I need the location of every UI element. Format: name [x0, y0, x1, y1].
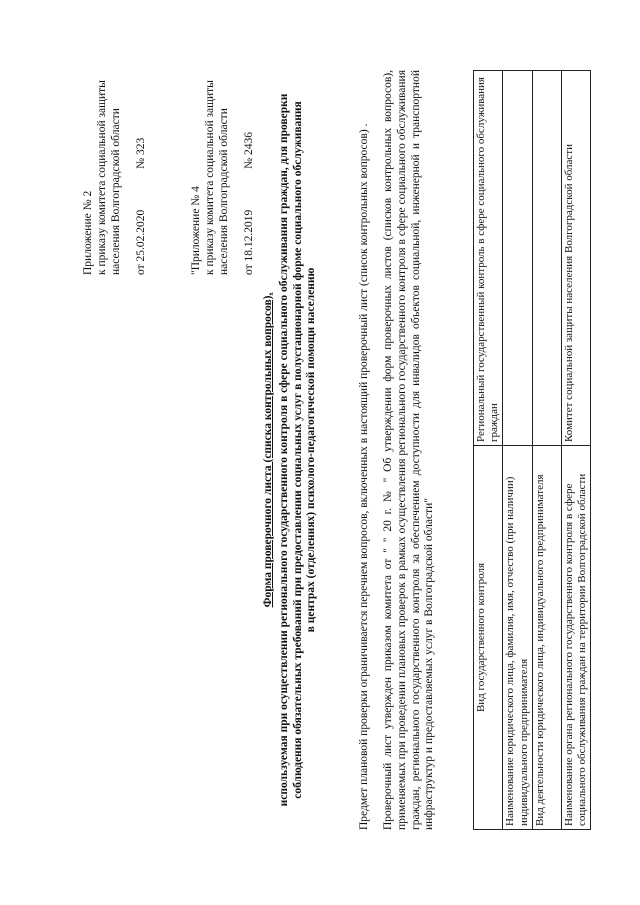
appendix-main-date-line — [135, 75, 149, 275]
form-title-line3: соблюдения обязательных требований при предоставлении социальных услуг в полустационарной форме социального обслуживания — [291, 101, 304, 799]
table-cell-label: Вид деятельности юридического лица, индивидуального предпринимателя — [532, 446, 561, 830]
table-cell-value: Региональный государственный контроль в сфере социального обслуживания граждан — [474, 71, 503, 446]
appendix-main-line2: к приказу комитета социальной защиты — [95, 80, 108, 275]
form-title-line1: Форма проверочного листа (списка контрольных вопросов), — [262, 292, 274, 608]
paragraph-approval: Проверочный лист утвержден приказом комитета от " " 20 г. № " Об утверждении форм проверочных листов (списков контрольных вопросов), применяемых при проведении плановых проверок в рамках осуществления регионального государственного контроля в сфере социального обслуживания граждан, регионального государственного контроля за обеспечением доступности для инвалидов объектов социальной, инженерной и транспортной инфраструктур и предоставляемых услуг в Волгоградской области" — [382, 70, 436, 830]
appendix-prev-date: от 18.12.2019 — [243, 209, 256, 275]
table-cell-value — [532, 71, 561, 446]
form-title-line2: используемая при осуществлении регионального государственного контроля в сфере социального обслуживания граждан, для проверки — [277, 93, 290, 807]
table-row — [474, 71, 503, 830]
table-cell-label: Наименование органа регионального государственного контроля в сфере социального обслуживания граждан на территории Волгоградской области — [561, 446, 590, 830]
table-row — [561, 71, 590, 830]
appendix-main-line1: Приложение № 2 — [82, 190, 94, 275]
paragraph-inspection-subject: Предмет плановой проверки ограничивается перечнем вопросов, включенных в настоящий проверочный лист (список контрольных вопросов) . — [358, 123, 370, 830]
appendix-main-date: от 25.02.2020 — [135, 209, 148, 275]
table-cell-label: Вид государственного контроля — [474, 446, 503, 830]
control-info-table — [473, 70, 591, 830]
appendix-main-line3: населения Волгоградской области — [109, 108, 122, 275]
table-cell-value — [503, 71, 532, 446]
appendix-prev-number: № 2436 — [243, 132, 256, 169]
appendix-previous — [190, 75, 257, 275]
table-cell-value: Комитет социальной защиты населения Волгоградской области — [561, 71, 590, 446]
appendix-prev-line2: к приказу комитета социальной защиты — [203, 80, 216, 275]
appendix-prev-date-line — [243, 75, 257, 275]
appendix-main — [82, 75, 149, 275]
table-row — [503, 71, 532, 830]
appendix-prev-line3: населения Волгоградской области — [217, 108, 230, 275]
table-row — [532, 71, 561, 830]
form-title — [262, 70, 319, 830]
appendix-prev-line1: "Приложение № 4 — [190, 186, 202, 275]
table-cell-label: Наименование юридического лица, фамилия, имя, отчество (при наличии) индивидуального предпринимателя — [503, 446, 532, 830]
form-title-line4: в центрах (отделениях) психолого-педагогической помощи населению — [305, 267, 318, 633]
appendix-main-number: № 323 — [135, 137, 148, 169]
